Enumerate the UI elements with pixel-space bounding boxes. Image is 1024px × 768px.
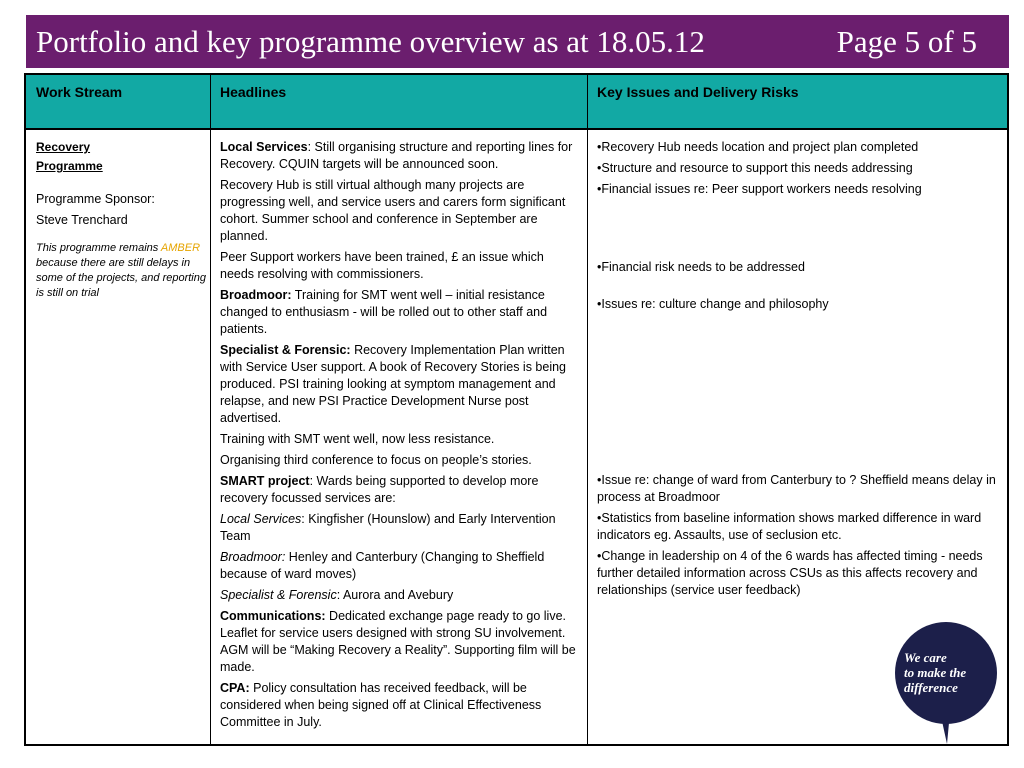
status-badge: AMBER xyxy=(160,242,201,254)
logo xyxy=(895,622,997,724)
table-header-row xyxy=(26,75,1007,130)
risk-item: •Recovery Hub needs location and project plan completed xyxy=(597,140,919,154)
sponsor-label: Programme Sponsor: xyxy=(36,192,155,206)
headline-label: Specialist & Forensic xyxy=(220,588,337,602)
work-stream-cell xyxy=(36,139,206,301)
status-note-text: because there are still delays in some of the projects, and reporting is still on trial xyxy=(36,257,206,299)
headline-text: Henley and Canterbury (Changing to Sheffield because of ward moves) xyxy=(220,550,545,581)
page-title: Portfolio and key programme overview as at 18.05.12 xyxy=(36,24,705,59)
headline-peer-support: Peer Support workers have been trained, £ an issue which needs resolving with commissioners. xyxy=(220,250,544,281)
risk-item: •Change in leadership on 4 of the 6 wards has affected timing - needs further detailed information across CSUs as this affects recovery and relationships (service user feedback) xyxy=(597,549,983,597)
headline-text: Policy consultation has received feedback, will be considered when being signed off at Clinical Effectiveness Committee in July. xyxy=(220,681,542,729)
headline-recovery-hub: Recovery Hub is still virtual although many projects are progressing well, and service users and carers form significant cohort. Summer school and conference in September are planned. xyxy=(220,178,566,243)
headline-smart-specialist xyxy=(220,587,580,604)
logo-line: to make the xyxy=(904,665,967,680)
headline-cpa xyxy=(220,680,580,731)
headline-smt-training: Training with SMT went well, now less resistance. xyxy=(220,432,495,446)
programme-name-line2: Programme xyxy=(36,159,103,173)
headline-smart-local xyxy=(220,511,580,545)
risk-item: •Structure and resource to support this needs addressing xyxy=(597,161,913,175)
status-note xyxy=(36,241,206,301)
logo-line: We care xyxy=(904,650,947,665)
column-divider xyxy=(210,75,211,744)
logo-line: difference xyxy=(904,680,958,695)
headline-specialist-forensic xyxy=(220,342,580,427)
logo-text xyxy=(904,650,994,695)
headline-communications xyxy=(220,608,580,676)
column-divider xyxy=(587,75,588,744)
headline-label: CPA: xyxy=(220,681,250,695)
risk-item: •Statistics from baseline information shows marked difference in ward indicators eg. Assaults, use of seclusion etc. xyxy=(597,511,982,542)
headline-text: : Kingfisher (Hounslow) and Early Intervention Team xyxy=(220,512,556,543)
page-number: Page 5 of 5 xyxy=(836,24,977,59)
headline-smart-broadmoor xyxy=(220,549,580,583)
title-bar xyxy=(26,15,1009,68)
overview-table xyxy=(24,73,1009,746)
headlines-cell xyxy=(220,139,580,731)
headline-label: Local Services xyxy=(220,140,308,154)
headline-text: : Wards being supported to develop more recovery focussed services are: xyxy=(220,474,539,505)
headline-label: Communications: xyxy=(220,609,326,623)
headline-text: : Still organising structure and reporting lines for Recovery. CQUIN targets will be announced soon. xyxy=(220,140,573,171)
risk-item: •Issue re: change of ward from Canterbury to ? Sheffield means delay in process at Broadmoor xyxy=(597,473,996,504)
status-note-text: This programme remains xyxy=(36,242,161,254)
headline-text: Dedicated exchange page ready to go live. Leaflet for service users designed with strong SU involvement. AGM will be “Making Recovery a Reality”. Supporting film will be made. xyxy=(220,609,576,674)
header-work-stream: Work Stream xyxy=(36,84,123,100)
headline-broadmoor xyxy=(220,287,580,338)
headline-local-services xyxy=(220,139,580,173)
header-headlines: Headlines xyxy=(220,84,287,100)
headline-text: : Aurora and Avebury xyxy=(336,588,454,602)
sponsor-name: Steve Trenchard xyxy=(36,213,128,227)
risks-cell xyxy=(597,139,1007,599)
programme-name-line1: Recovery xyxy=(36,140,91,154)
risk-item: •Financial risk needs to be addressed xyxy=(597,260,805,274)
headline-label: Specialist & Forensic: xyxy=(220,343,351,357)
headline-label: Local Services xyxy=(220,512,302,526)
headline-smart-project xyxy=(220,473,580,507)
header-key-issues: Key Issues and Delivery Risks xyxy=(597,84,799,100)
headline-text: Training for SMT went well – initial resistance changed to enthusiasm - will be rolled out to other staff and patients. xyxy=(220,288,548,336)
headline-label: SMART project xyxy=(220,474,310,488)
headline-label: Broadmoor: xyxy=(220,550,286,564)
headline-label: Broadmoor: xyxy=(220,288,292,302)
risk-item: •Financial issues re: Peer support workers needs resolving xyxy=(597,182,922,196)
headline-third-conference: Organising third conference to focus on people’s stories. xyxy=(220,453,532,467)
headline-text: Recovery Implementation Plan written with Service User support. A book of Recovery Stories is being produced. PSI training looking at symptom management and relapse, and new PSI Practice Development Nurse post advertised. xyxy=(220,343,566,425)
risk-item: •Issues re: culture change and philosophy xyxy=(597,297,829,311)
